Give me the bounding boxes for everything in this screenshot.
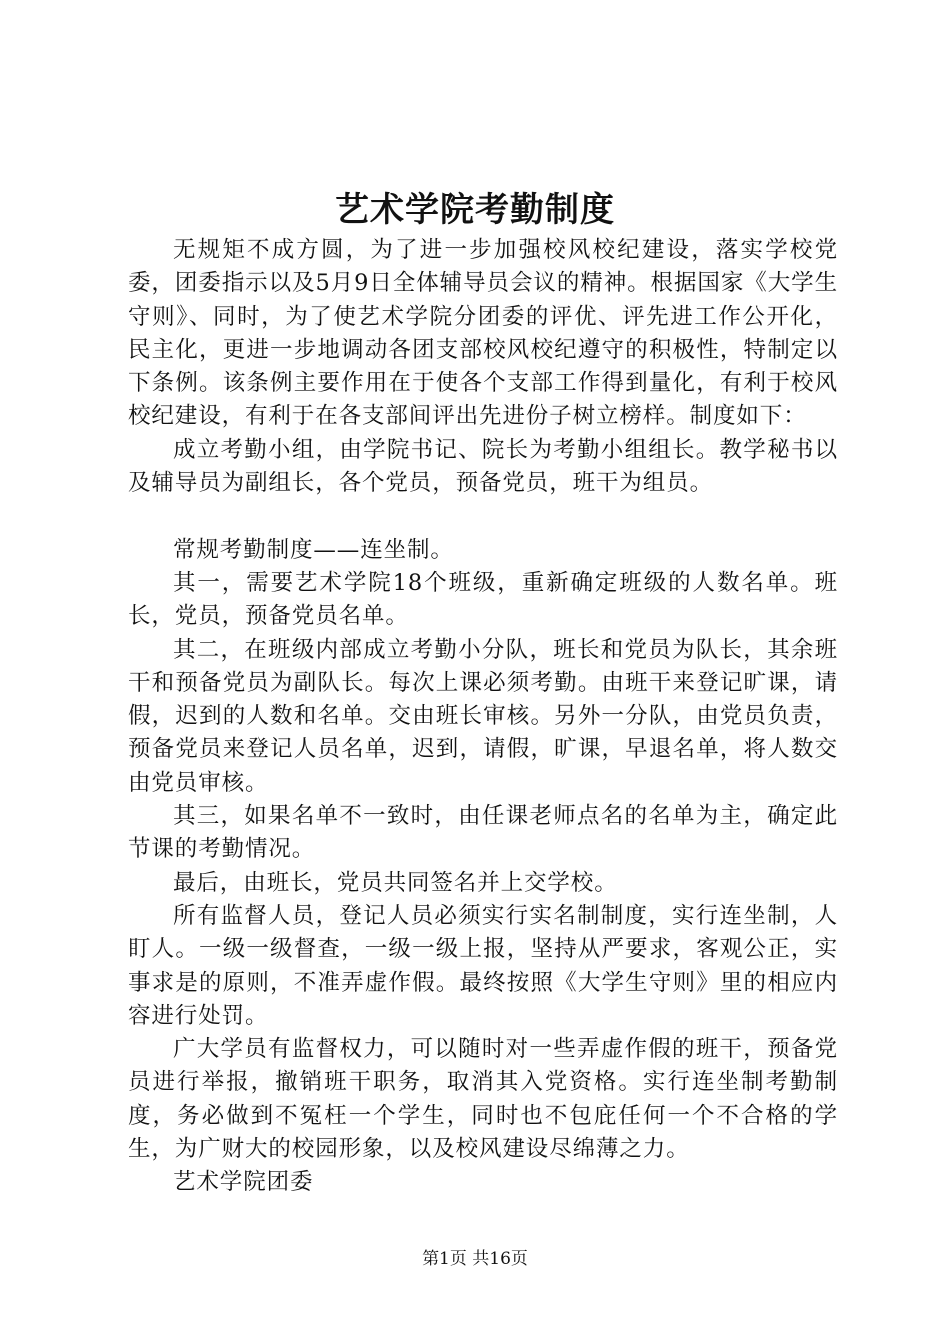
paragraph-item-2: 其二，在班级内部成立考勤小分队，班长和党员为队长，其余班干和预备党员为副队长。每次上课必须考勤。由班干来登记旷课，请假，迟到的人数和名单。交由班长审核。另外一分队，由党员负责，预备党员来登记人员名单，迟到，请假，旷课，早退名单，将人数交由党员审核。: [128, 636, 838, 796]
paragraph-heading: 常规考勤制度——连坐制。: [173, 536, 454, 563]
paragraph-signature: 艺术学院团委: [173, 1169, 314, 1196]
document-title: 艺术学院考勤制度: [335, 190, 615, 230]
paragraph-supervision: 所有监督人员，登记人员必须实行实名制制度，实行连坐制，人盯人。一级一级督查，一级一级上报，坚持从严要求，客观公正，实事求是的原则，不准弄虚作假。最终按照《大学生守则》里的相应内容进行处罚。: [128, 902, 838, 1029]
paragraph-group: 成立考勤小组，由学院书记、院长为考勤小组组长。教学秘书以及辅导员为副组长，各个党员，预备党员，班干为组员。: [128, 436, 838, 497]
paragraph-item-3: 其三，如果名单不一致时，由任课老师点名的名单为主，确定此节课的考勤情况。: [128, 803, 838, 863]
paragraph-final: 最后，由班长，党员共同签名并上交学校。: [173, 869, 618, 896]
page-footer: 第1页 共16页: [422, 1249, 528, 1269]
paragraph-reporting: 广大学员有监督权力，可以随时对一些弄虚作假的班干，预备党员进行举报，撤销班干职务，取消其入党资格。实行连坐制考勤制度，务必做到不冤枉一个学生，同时也不包庇任何一个不合格的学生，为广财大的校园形象，以及校风建设尽绵薄之力。: [128, 1036, 838, 1163]
paragraph-item-1: 其一，需要艺术学院18个班级，重新确定班级的人数名单。班长，党员，预备党员名单。: [128, 569, 838, 630]
document-body: [128, 234, 838, 1200]
paragraph-intro: 无规矩不成方圆，为了进一步加强校风校纪建设，落实学校党委，团委指示以及5月9日全体辅导员会议的精神。根据国家《大学生守则》、同时，为了使艺术学院分团委的评优、评先进工作公开化，民主化，更进一步地调动各团支部校风校纪遵守的积极性，特制定以下条例。该条例主要作用在于使各个支部工作得到量化，有利于校风校纪建设，有利于在各支部间评出先进份子树立榜样。制度如下：: [128, 237, 838, 430]
